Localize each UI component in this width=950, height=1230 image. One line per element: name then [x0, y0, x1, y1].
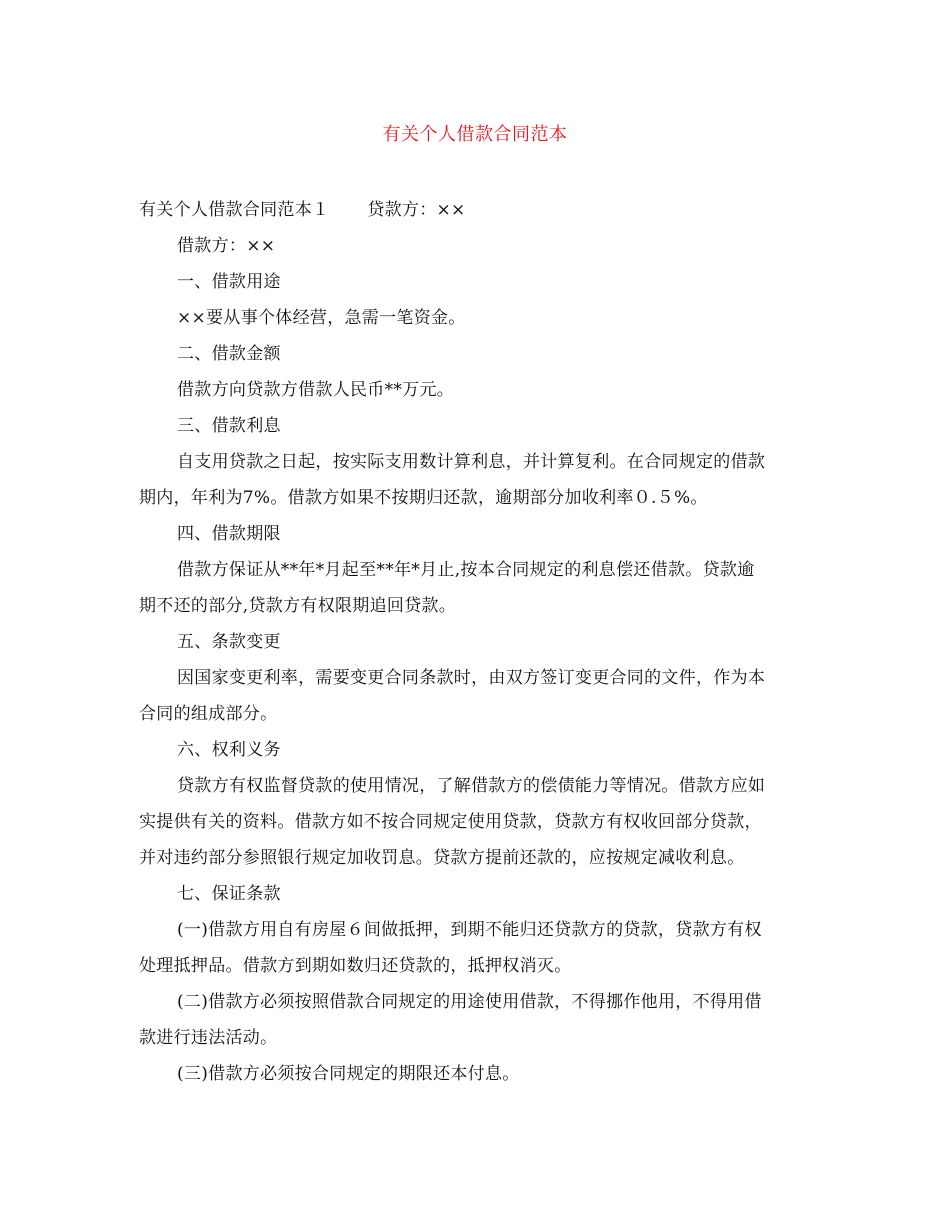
section-heading: 七、保证条款 — [177, 884, 281, 904]
section-heading: 一、借款用途 — [177, 272, 281, 292]
paragraph-line: 贷款方有权监督贷款的使用情况，了解借款方的偿债能力等情况。借款方应如 — [177, 776, 766, 796]
paragraph-line: 并对违约部分参照银行规定加收罚息。贷款方提前还款的，应按规定减收利息。 — [139, 848, 745, 868]
document-title: 有关个人借款合同范本 — [382, 124, 568, 145]
paragraph-line: 款进行违法活动。 — [139, 1028, 278, 1048]
paragraph-line: ××要从事个体经营，急需一笔资金。 — [177, 308, 466, 328]
paragraph-line: 期内，年利为7%。借款方如果不按期归还款，逾期部分加收利率０.５%。 — [139, 488, 708, 508]
paragraph-line: 自支用贷款之日起，按实际支用数计算利息，并计算复利。在合同规定的借款 — [177, 452, 766, 472]
document-body — [139, 192, 811, 1092]
paragraph-line — [139, 192, 811, 228]
section-heading: 四、借款期限 — [177, 524, 281, 544]
section-heading: 二、借款金额 — [177, 344, 281, 364]
section-heading: 六、权利义务 — [177, 740, 281, 760]
paragraph-line: 期不还的部分,贷款方有权限期追回贷款。 — [139, 596, 457, 616]
paragraph-line: 借款方：×× — [177, 236, 276, 256]
paragraph-line: 因国家变更利率，需要变更合同条款时，由双方签订变更合同的文件，作为本 — [177, 668, 766, 688]
paragraph-line: 借款方保证从**年*月起至**年*月止,按本合同规定的利息偿还借款。贷款逾 — [177, 560, 755, 580]
paragraph-line: (二)借款方必须按照借款合同规定的用途使用借款，不得挪作他用，不得用借 — [177, 992, 762, 1012]
paragraph-line: (一)借款方用自有房屋６间做抵押，到期不能归还贷款方的贷款，贷款方有权 — [177, 920, 762, 940]
paragraph-line: 借款方向贷款方借款人民币**万元。 — [177, 380, 455, 400]
paragraph-line: (三)借款方必须按合同规定的期限还本付息。 — [177, 1064, 520, 1084]
contract-heading: 有关个人借款合同范本１ — [139, 200, 330, 220]
paragraph-line: 合同的组成部分。 — [139, 704, 278, 724]
paragraph-line: 实提供有关的资料。借款方如不按合同规定使用贷款，贷款方有权收回部分贷款， — [139, 812, 762, 832]
lender-label: 贷款方：×× — [367, 200, 466, 220]
section-heading: 五、条款变更 — [177, 632, 281, 652]
paragraph-line: 处理抵押品。借款方到期如数归还贷款的，抵押权消灭。 — [139, 956, 572, 976]
section-heading: 三、借款利息 — [177, 416, 281, 436]
